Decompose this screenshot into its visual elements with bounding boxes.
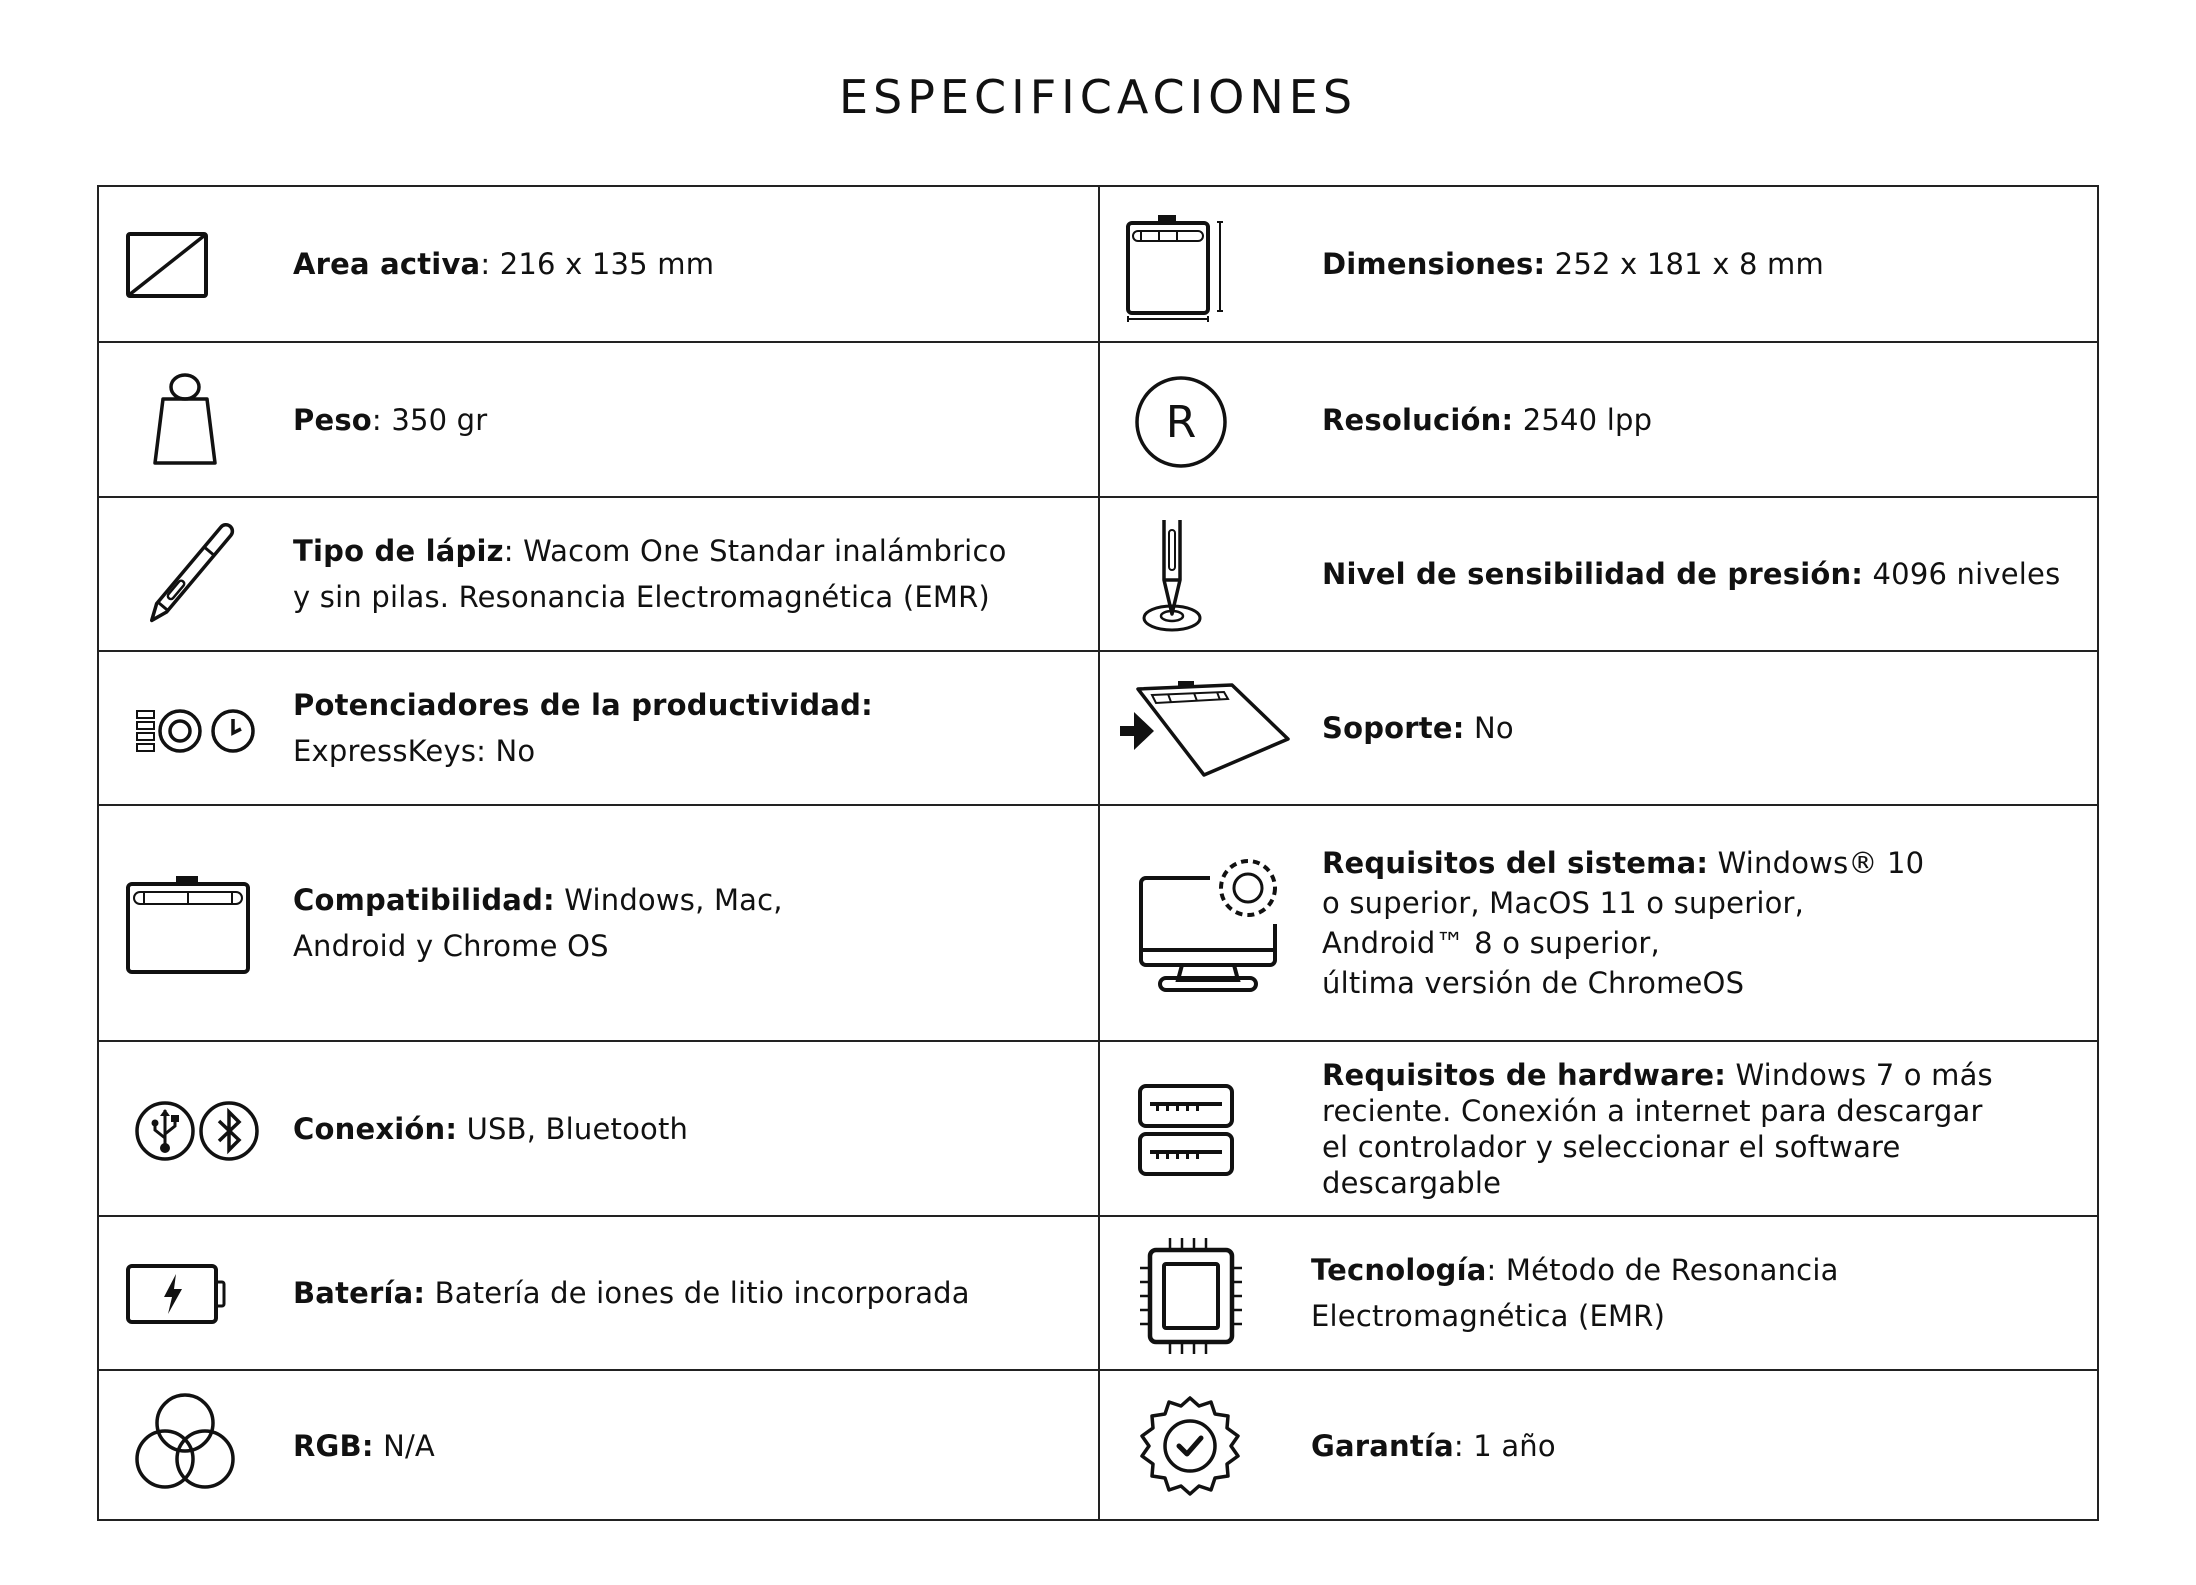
spec-value: descargable — [1322, 1165, 1502, 1200]
ram-hardware-icon — [1138, 1084, 1234, 1176]
table-row — [99, 1040, 2097, 1215]
monitor-gear-icon — [1138, 852, 1280, 994]
warranty-badge-icon — [1140, 1396, 1240, 1496]
spec-text — [1322, 1057, 1993, 1201]
table-row — [99, 1369, 2097, 1521]
weight-icon — [135, 373, 235, 469]
spec-label: Conexión: — [293, 1111, 458, 1146]
spec-cell-stand — [1100, 652, 2099, 804]
spec-label: Area activa — [293, 247, 481, 281]
resolution-r-icon — [1134, 375, 1228, 469]
table-row — [99, 804, 2097, 1040]
spec-value: 252 x 181 x 8 mm — [1554, 247, 1824, 281]
spec-label: Garantía — [1311, 1429, 1454, 1463]
spec-text: Tipo de lápiz: Wacom One Standar inalámbrico y sin pilas. Resonancia Electromagnética (EMR) — [293, 528, 1007, 620]
chip-icon — [1140, 1238, 1242, 1354]
stand-tablet-icon — [1120, 679, 1290, 777]
spec-value: 4096 niveles — [1872, 557, 2061, 591]
spec-cell-system-requirements — [1100, 806, 2099, 1040]
spec-label: Tipo de lápiz — [293, 534, 504, 568]
spec-cell-battery — [99, 1217, 1100, 1369]
table-row — [99, 187, 2097, 341]
spec-value: y sin pilas. Resonancia Electromagnética (EMR) — [293, 580, 990, 614]
spec-label: Resolución: — [1322, 402, 1514, 437]
spec-text — [293, 1423, 435, 1469]
spec-value: 350 gr — [391, 402, 488, 437]
spec-value: última versión de ChromeOS — [1322, 966, 1745, 1000]
spec-value: Windows 7 o más — [1735, 1057, 1993, 1092]
tablet-compat-icon — [126, 876, 252, 974]
spec-text — [293, 877, 783, 969]
spec-text: Tecnología: Método de Resonancia Electromagnética (EMR) — [1311, 1247, 1839, 1339]
spec-cell-warranty — [1100, 1371, 2099, 1521]
spec-value: Windows® 10 — [1717, 846, 1925, 880]
spec-table — [97, 185, 2099, 1521]
spec-value: Electromagnética (EMR) — [1311, 1299, 1666, 1333]
spec-cell-weight — [99, 343, 1100, 496]
spec-value: reciente. Conexión a internet para descargar — [1322, 1093, 1983, 1128]
spec-text — [1322, 397, 1652, 443]
spec-value: N/A — [383, 1429, 435, 1463]
spec-label: Dimensiones: — [1322, 247, 1546, 281]
active-area-icon — [126, 232, 208, 298]
spec-cell-pen-type — [99, 498, 1100, 650]
spec-value: 1 año — [1473, 1429, 1556, 1463]
spec-text — [1322, 551, 2060, 597]
spec-value: o superior, MacOS 11 o superior, — [1322, 886, 1805, 920]
spec-text — [293, 1270, 970, 1316]
spec-cell-dimensions — [1100, 187, 2099, 341]
spec-value: 216 x 135 mm — [499, 247, 715, 281]
spec-label: Requisitos del sistema: — [1322, 846, 1709, 880]
spec-label: Compatibilidad: — [293, 883, 555, 917]
spec-value: Batería de iones de litio incorporada — [434, 1276, 970, 1310]
spec-text — [1322, 241, 1824, 287]
svg-text:R: R — [1165, 397, 1197, 448]
spec-label: Batería: — [293, 1276, 426, 1310]
spec-value: No — [1473, 711, 1514, 745]
spec-cell-connection — [99, 1042, 1100, 1215]
spec-label: Nivel de sensibilidad de presión: — [1322, 557, 1864, 591]
spec-text: Garantía: 1 año — [1311, 1429, 1556, 1463]
spec-cell-pressure — [1100, 498, 2099, 650]
spec-label: Potenciadores de la productividad: — [293, 688, 873, 722]
spec-value: Android y Chrome OS — [293, 929, 609, 963]
spec-label: RGB: — [293, 1429, 374, 1463]
spec-value: ExpressKeys: No — [293, 734, 536, 768]
spec-value: Windows, Mac, — [564, 883, 783, 917]
pressure-pen-icon — [1140, 518, 1204, 634]
spec-value: Android™ 8 o superior, — [1322, 926, 1660, 960]
spec-text — [1322, 705, 1514, 751]
spec-label: Requisitos de hardware: — [1322, 1057, 1727, 1092]
spec-text — [293, 1106, 688, 1152]
productivity-icon — [136, 708, 256, 754]
spec-text: Peso: 350 gr — [293, 402, 488, 437]
spec-text — [1322, 843, 1924, 1003]
usb-bluetooth-icon — [135, 1100, 259, 1162]
spec-value: 2540 lpp — [1522, 402, 1653, 437]
pen-icon — [139, 526, 239, 626]
spec-label: Soporte: — [1322, 711, 1465, 745]
page-title: ESPECIFICACIONES — [838, 70, 1358, 124]
spec-text — [293, 682, 873, 774]
spec-value: Método de Resonancia — [1505, 1253, 1839, 1287]
spec-cell-hardware-requirements — [1100, 1042, 2099, 1215]
spec-text: Area activa: 216 x 135 mm — [293, 247, 715, 281]
table-row — [99, 650, 2097, 804]
dimensions-tablet-icon — [1126, 215, 1226, 321]
battery-icon — [126, 1264, 228, 1324]
spec-label: Tecnología — [1311, 1253, 1487, 1287]
spec-value: USB, Bluetooth — [466, 1111, 689, 1146]
table-row — [99, 341, 2097, 496]
spec-cell-active-area — [99, 187, 1100, 341]
spec-cell-productivity — [99, 652, 1100, 804]
rgb-circles-icon — [135, 1393, 235, 1489]
spec-cell-technology — [1100, 1217, 2099, 1369]
spec-cell-rgb — [99, 1371, 1100, 1521]
spec-cell-compatibility — [99, 806, 1100, 1040]
spec-label: Peso — [293, 402, 372, 437]
table-row — [99, 496, 2097, 650]
spec-value: el controlador y seleccionar el software — [1322, 1129, 1901, 1164]
spec-cell-resolution — [1100, 343, 2099, 496]
spec-value: Wacom One Standar inalámbrico — [523, 534, 1007, 568]
table-row — [99, 1215, 2097, 1369]
